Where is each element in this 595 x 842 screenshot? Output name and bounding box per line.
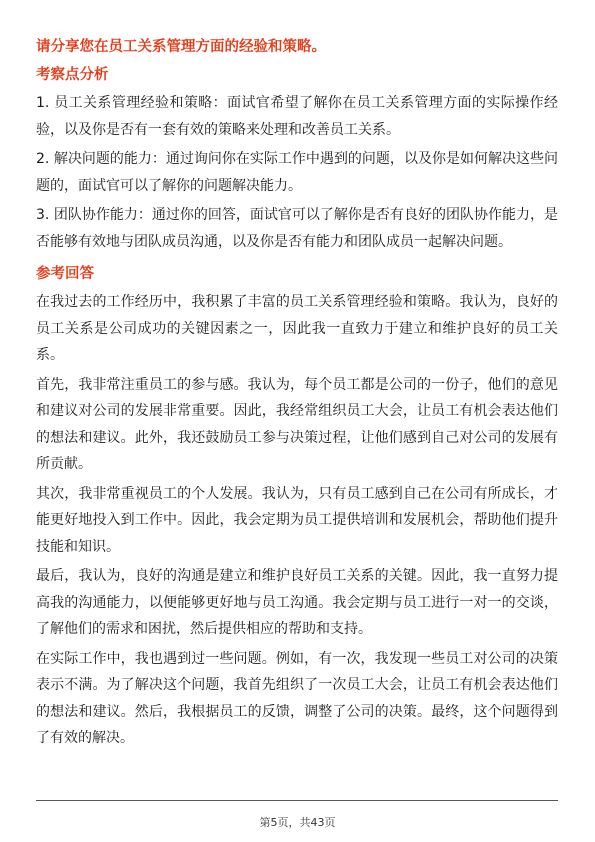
page-number: 第5页，共43页 [259,816,336,829]
answer-paragraph: 首先，我非常注重员工的参与感。我认为，每个员工都是公司的一份子，他们的意见和建议对公司的发展非常重要。因此，我经常组织员工大会，让员工有机会表达他们的想法和建议。此外，我还鼓励员工参与决策过程，让他们感到自己对公司的发展有所贡献。 [36,376,558,472]
analysis-item: 2. 解决问题的能力：通过询问你在实际工作中遇到的问题，以及你是如何解决这些问题的，面试官可以了解你的问题解决能力。 [36,151,558,194]
answer-paragraph: 最后，我认为，良好的沟通是建立和维护良好员工关系的关键。因此，我一直努力提高我的沟通能力，以便能够更好地与员工沟通。我会定期与员工进行一对一的交谈，了解他们的需求和困扰，然后提供相应的帮助和支持。 [36,568,558,637]
footer-divider [36,800,558,801]
question-heading: 请分享您在员工关系管理方面的经验和策略。 [36,39,326,55]
analysis-heading: 考察点分析 [36,67,109,83]
answer-heading: 参考回答 [36,266,94,282]
analysis-item: 3. 团队协作能力：通过你的回答，面试官可以了解你是否有良好的团队协作能力，是否能够有效地与团队成员沟通，以及你是否有能力和团队成员一起解决问题。 [36,207,558,250]
answer-paragraph: 在实际工作中，我也遇到过一些问题。例如，有一次，我发现一些员工对公司的决策表示不满。为了解决这个问题，我首先组织了一次员工大会，让员工有机会表达他们的想法和建议。然后，我根据员工的反馈，调整了公司的决策。最终，这个问题得到了有效的解决。 [36,650,558,746]
answer-paragraph: 其次，我非常重视员工的个人发展。我认为，只有员工感到自己在公司有所成长，才能更好地投入到工作中。因此，我会定期为员工提供培训和发展机会，帮助他们提升技能和知识。 [36,485,558,555]
analysis-item: 1. 员工关系管理经验和策略：面试官希望了解你在员工关系管理方面的实际操作经验，以及你是否有一套有效的策略来处理和改善员工关系。 [36,95,558,138]
answer-paragraph: 在我过去的工作经历中，我积累了丰富的员工关系管理经验和策略。我认为，良好的员工关系是公司成功的关键因素之一，因此我一直致力于建立和维护良好的员工关系。 [36,294,558,363]
document-page [36,36,558,755]
